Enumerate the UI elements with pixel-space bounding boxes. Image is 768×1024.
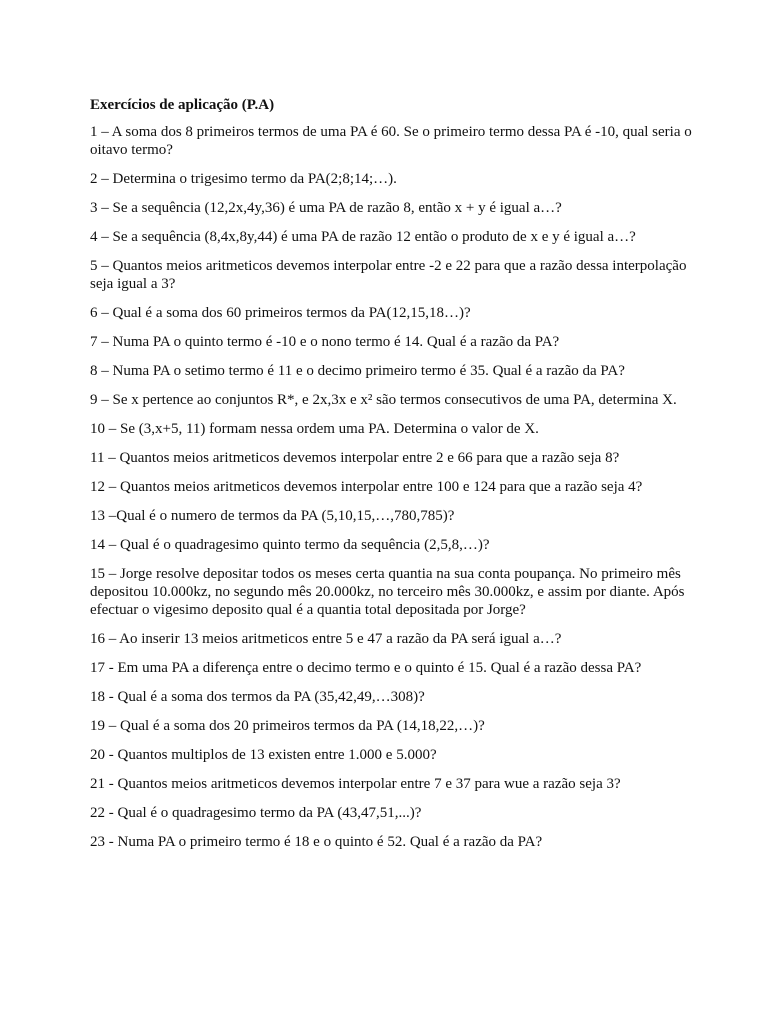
document-page (90, 96, 700, 862)
question-3: 3 – Se a sequência (12,2x,4y,36) é uma PA de razão 8, então x + y é igual a…? (90, 200, 562, 216)
question-13: 13 –Qual é o numero de termos da PA (5,10,15,…,780,785)? (90, 508, 455, 524)
question-1: 1 – A soma dos 8 primeiros termos de uma PA é 60. Se o primeiro termo dessa PA é -10, qual seria o oitavo termo? (90, 124, 692, 158)
question-21: 21 - Quantos meios aritmeticos devemos interpolar entre 7 e 37 para wue a razão seja 3? (90, 776, 621, 792)
question-20: 20 - Quantos multiplos de 13 existen entre 1.000 e 5.000? (90, 747, 437, 763)
question-17: 17 - Em uma PA a diferença entre o decimo termo e o quinto é 15. Qual é a razão dessa PA? (90, 660, 642, 676)
question-22: 22 - Qual é o quadragesimo termo da PA (43,47,51,...)? (90, 805, 422, 821)
question-12: 12 – Quantos meios aritmeticos devemos interpolar entre 100 e 124 para que a razão seja 4? (90, 479, 643, 495)
question-5: 5 – Quantos meios aritmeticos devemos interpolar entre -2 e 22 para que a razão dessa interpolação seja igual a 3? (90, 258, 687, 292)
question-4: 4 – Se a sequência (8,4x,8y,44) é uma PA de razão 12 então o produto de x e y é igual a…? (90, 229, 636, 245)
question-19: 19 – Qual é a soma dos 20 primeiros termos da PA (14,18,22,…)? (90, 718, 485, 734)
question-11: 11 – Quantos meios aritmeticos devemos interpolar entre 2 e 66 para que a razão seja 8? (90, 450, 620, 466)
question-23: 23 - Numa PA o primeiro termo é 18 e o quinto é 52. Qual é a razão da PA? (90, 834, 543, 850)
question-list (90, 123, 700, 851)
question-7: 7 – Numa PA o quinto termo é -10 e o nono termo é 14. Qual é a razão da PA? (90, 334, 560, 350)
question-2: 2 – Determina o trigesimo termo da PA(2;8;14;…). (90, 171, 397, 187)
question-18: 18 - Qual é a soma dos termos da PA (35,42,49,…308)? (90, 689, 425, 705)
question-10: 10 – Se (3,x+5, 11) formam nessa ordem uma PA. Determina o valor de X. (90, 421, 539, 437)
document-title: Exercícios de aplicação (P.A) (90, 97, 275, 113)
question-6: 6 – Qual é a soma dos 60 primeiros termos da PA(12,15,18…)? (90, 305, 471, 321)
question-15: 15 – Jorge resolve depositar todos os meses certa quantia na sua conta poupança. No primeiro mês depositou 10.000kz, no segundo mês 20.000kz, no terceiro mês 30.000kz, e assim por diante. Após efectuar o vigesimo deposito qual é a quantia total depositada por Jorge? (90, 566, 685, 618)
question-14: 14 – Qual é o quadragesimo quinto termo da sequência (2,5,8,…)? (90, 537, 490, 553)
question-8: 8 – Numa PA o setimo termo é 11 e o decimo primeiro termo é 35. Qual é a razão da PA? (90, 363, 625, 379)
question-16: 16 – Ao inserir 13 meios aritmeticos entre 5 e 47 a razão da PA será igual a…? (90, 631, 562, 647)
question-9: 9 – Se x pertence ao conjuntos R*, e 2x,3x e x² são termos consecutivos de uma PA, determina X. (90, 392, 677, 408)
